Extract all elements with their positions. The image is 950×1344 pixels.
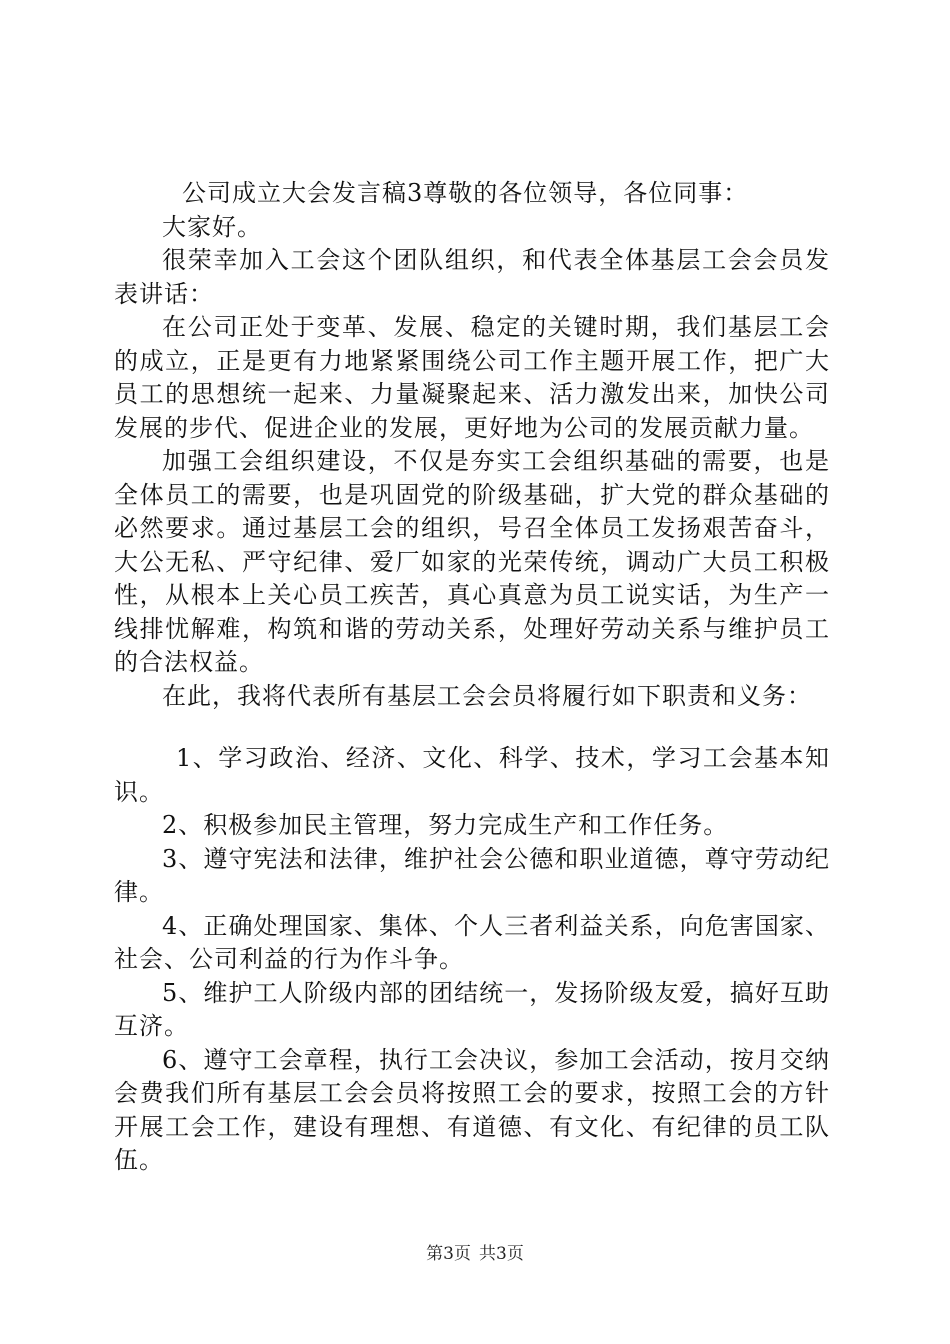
paragraph: 很荣幸加入工会这个团队组织，和代表全体基层工会会员发表讲话： (114, 246, 830, 308)
page-number: 第3页 (426, 1244, 471, 1264)
document-body (114, 177, 830, 1178)
paragraph: 在此，我将代表所有基层工会会员将履行如下职责和义务： (162, 681, 812, 710)
duty-item: 6、遵守工会章程，执行工会决议，参加工会活动，按月交纳会费我们所有基层工会会员将按照工会的要求，按照工会的方针开展工会工作，建设有理想、有道德、有文化、有纪律的员工队伍。 (114, 1045, 830, 1174)
duty-item: 1、学习政治、经济、文化、科学、技术，学习工会基本知识。 (114, 744, 830, 806)
blank-line (114, 713, 830, 742)
greeting: 大家好。 (162, 212, 262, 241)
duty-item: 3、遵守宪法和法律，维护社会公德和职业道德，尊守劳动纪律。 (114, 844, 830, 906)
paragraph: 在公司正处于变革、发展、稳定的关键时期，我们基层工会的成立，正是更有力地紧紧围绕公司工作主题开展工作，把广大员工的思想统一起来、力量凝聚起来、活力激发出来，加快公司发展的步代、促进企业的发展，更好地为公司的发展贡献力量。 (114, 313, 830, 442)
paragraph: 加强工会组织建设，不仅是夯实工会组织基础的需要，也是全体员工的需要，也是巩固党的阶级基础，扩大党的群众基础的必然要求。通过基层工会的组织，号召全体员工发扬艰苦奋斗，大公无私、严守纪律、爱厂如家的光荣传统，调动广大员工积极性，从根本上关心员工疾苦，真心真意为员工说实话，为生产一线排忧解难，构筑和谐的劳动关系，处理好劳动关系与维护员工的合法权益。 (114, 447, 830, 676)
duty-item: 4、正确处理国家、集体、个人三者利益关系，向危害国家、社会、公司利益的行为作斗争。 (114, 911, 830, 973)
page-total: 共3页 (479, 1244, 524, 1264)
page-footer (0, 1244, 950, 1264)
duty-item: 2、积极参加民主管理，努力完成生产和工作任务。 (162, 811, 729, 839)
duty-item: 5、维护工人阶级内部的团结统一，发扬阶级友爱，搞好互助互济。 (114, 978, 830, 1040)
opening-line: 公司成立大会发言稿3尊敬的各位领导，各位同事： (182, 179, 749, 207)
